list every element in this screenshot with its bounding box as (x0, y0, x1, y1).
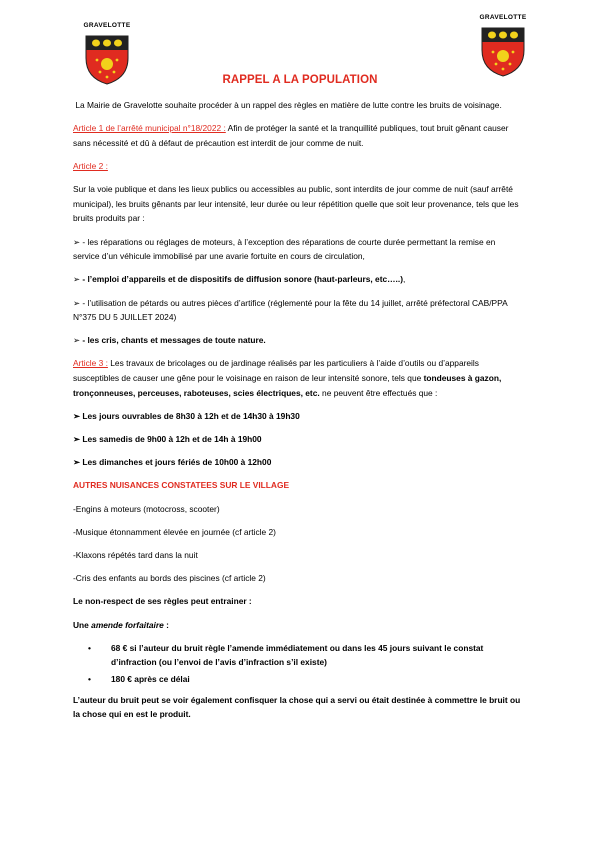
nuisance-item: -Cris des enfants au bords des piscines (cf article 2) (73, 573, 266, 584)
arrow-bullet-icon: ➢ (73, 297, 81, 308)
page-title: RAPPEL A LA POPULATION (222, 74, 378, 86)
intro-text: La Mairie de Gravelotte souhaite procéder à un rappel des règles en matière de lutte contre les bruits de voisinage. (75, 100, 502, 110)
fine-item-text: 68 € si l’auteur du bruit règle l’amende immédiatement ou dans les 45 jours suivant le constat d’infraction (ou l’envoi de l’avis d’infraction s’il existe) (111, 642, 484, 668)
shield-icon (480, 22, 526, 78)
fine-item-text: 180 € après ce délai (111, 673, 190, 684)
fine-label: amende forfaitaire (91, 619, 164, 630)
fine-prefix: Une (73, 619, 92, 630)
article3-label: Article 3 : (73, 358, 108, 369)
item-text-bold: - les cris, chants et messages de toute nature. (80, 335, 266, 346)
intro-paragraph (73, 98, 521, 113)
schedule-text: Les samedis de 9h00 à 12h et de 14h à 19h00 (80, 434, 262, 445)
fine-item (73, 672, 521, 687)
article2-paragraph: Sur la voie publique et dans les lieux publics ou accessibles au public, sont interdits de jour comme de nuit (sauf arrêté municipal), les bruits gênants par leur intensité, leur durée ou leur répétition quelle que soit leur provenance, tels que les bruits produits par : (73, 184, 519, 224)
article1-text: Afin de protéger la santé et la tranquillité publiques, tout bruit gênant causer sans nécessité et dû à défaut de précaution est interdit de jour comme de nuit. (73, 123, 509, 148)
item-text: , (402, 274, 406, 285)
schedule-text: Les dimanches et jours fériés de 10h00 à 12h00 (80, 457, 272, 468)
crest-name-left: GRAVELOTTE (83, 22, 131, 29)
arrow-bullet-icon: ➢ (73, 457, 81, 468)
document-body (73, 98, 521, 730)
nuisance-item: -Engins à moteurs (motocross, scooter) (73, 503, 220, 514)
penalty-intro: Le non-respect de ses règles peut entrainer : (73, 596, 252, 607)
article2-item (73, 235, 521, 264)
arrow-bullet-icon: ➢ (73, 236, 81, 247)
item-text: - l’utilisation de pétards ou autres pièces d’artifice (réglementé pour la fête du 14 juillet, arrêté préfectoral CAB/PPA N°375 DU 5 JUILLET 2024) (73, 297, 508, 323)
fine-list (73, 641, 521, 687)
article2-item (73, 272, 521, 287)
article1-label: Article 1 de l’arrêté municipal n°18/2022 : (73, 123, 226, 134)
arrow-bullet-icon: ➢ (73, 410, 81, 421)
nuisance-item: -Musique étonnamment élevée en journée (cf article 2) (73, 526, 276, 537)
fine-suffix: : (163, 619, 169, 630)
crest-name-right: GRAVELOTTE (479, 14, 527, 21)
article1-paragraph (73, 121, 521, 150)
schedule-item (73, 455, 521, 470)
article2-item (73, 296, 521, 325)
fine-item (73, 641, 521, 670)
schedule-text: Les jours ouvrables de 8h30 à 12h et de 14h30 à 19h30 (80, 410, 300, 421)
arrow-bullet-icon: ➢ (73, 335, 81, 346)
article3-tools: tondeuses à gazon, tronçonneuses, perceuses, raboteuses, scies électriques, etc. (73, 373, 502, 398)
bullet-dot-icon: • (88, 673, 91, 684)
bullet-dot-icon: • (88, 642, 91, 653)
arrow-bullet-icon: ➢ (73, 434, 81, 445)
nuisances-heading: AUTRES NUISANCES CONSTATEES SUR LE VILLAGE (73, 480, 290, 491)
fine-line (73, 618, 521, 633)
article3-text-a: Les travaux de bricolages ou de jardinage réalisés par les particuliers à l’aide d’outils ou d’appareils susceptibles de causer une gêne pour le voisinage en raison de leur intensité sonore, tels que (73, 358, 479, 384)
schedule-item (73, 432, 521, 447)
item-text-bold: - l’emploi d’appareils et de dispositifs de diffusion sonore (haut-parleurs, etc…..) (80, 274, 403, 285)
closing-paragraph: L’auteur du bruit peut se voir également confisquer la chose qui a servi ou était destinée à commettre le bruit ou la chose qui en est le produit. (73, 694, 521, 720)
nuisance-item: -Klaxons répétés tard dans la nuit (73, 549, 198, 560)
item-text: - les réparations ou réglages de moteurs, à l’exception des réparations de courte durée permettant la remise en service d’un véhicule immobilisé par une avarie fortuite en cours de circulation, (73, 236, 496, 262)
article2-item (73, 333, 521, 348)
schedule-item (73, 409, 521, 424)
article2-label: Article 2 : (73, 160, 108, 171)
article3-text-b: ne peuvent être effectués que : (319, 387, 438, 398)
arrow-bullet-icon: ➢ (73, 274, 81, 285)
article3-paragraph (73, 356, 521, 400)
crest-right (472, 14, 534, 78)
article2-heading (73, 159, 521, 174)
